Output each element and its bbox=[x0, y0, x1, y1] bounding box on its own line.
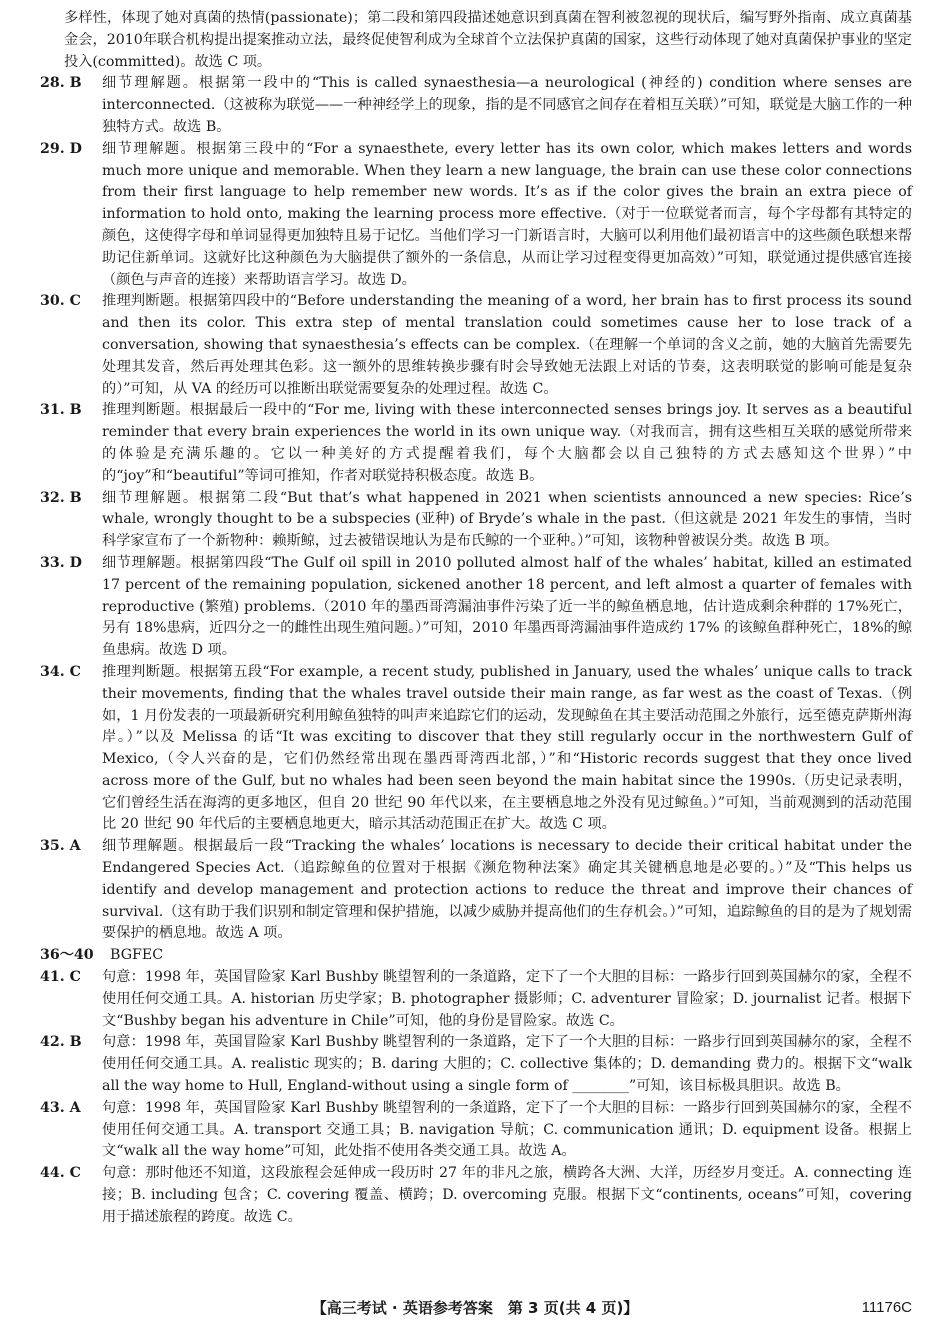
answer-number: 30. C bbox=[40, 293, 81, 310]
answer-text: 句意：那时他还不知道，这段旅程会延伸成一段历时 27 年的非凡之旅，横跨各大洲、大洋，历经岁月变迁。A. connecting 连接；B. including 包含；C. covering 覆盖、横跨；D. overcoming 克服。根据下文“continents, oceans”可知，covering 用于描述旅程的跨度。故选 C。 bbox=[102, 1165, 912, 1225]
answer-item bbox=[40, 1098, 912, 1163]
answer-item bbox=[40, 836, 912, 945]
answer-item bbox=[40, 291, 912, 400]
intro-paragraph: 多样性，体现了她对真菌的热情(passionate)；第二段和第四段描述她意识到真菌在智利被忽视的现状后，编写野外指南、成立真菌基金会，2010年联合机构提出提案推动立法，最终促使智利成为全球首个立法保护真菌的国家，这些行动体现了她对真菌保护事业的坚定投入(committed)。故选 C 项。 bbox=[64, 10, 912, 70]
answer-item bbox=[40, 1163, 912, 1228]
answer-text: 细节理解题。根据第二段“But that’s what happened in 2021 when scientists announced a new species: Rice’s whale, wrongly thought to be a subspecies (亚种) of Bryde’s whale in the past.（但这就是 2021 年发生的事情，当时科学家宣布了一个新物种：赖斯鲸，过去被错误地认为是布氏鲸的一个亚种。）”可知，该物种曾被误分类。故选 B 项。 bbox=[102, 489, 912, 550]
answer-item bbox=[40, 73, 912, 138]
answer-item bbox=[40, 139, 912, 292]
answer-text: 句意：1998 年，英国冒险家 Karl Bushby 眺望智利的一条道路，定下了一个大胆的目标：一路步行回到英国赫尔的家，全程不使用任何交通工具。A. realistic 现实的；B. daring 大胆的；C. collective 集体的；D. demanding 费力的。根据下文“walk all the way home to Hull, England-without using a single form of ________”可知，该目标极具胆识。故选 B。 bbox=[102, 1034, 912, 1095]
answer-number: 35. A bbox=[40, 838, 81, 855]
answer-text: 句意：1998 年，英国冒险家 Karl Bushby 眺望智利的一条道路，定下了一个大胆的目标：一路步行回到英国赫尔的家，全程不使用任何交通工具。A. transport 交通工具；B. navigation 导航；C. communication 通讯；D. equipment 设备。根据上文“walk all the way home”可知，此处指不使用各类交通工具。故选 A。 bbox=[102, 1099, 912, 1160]
answer-item bbox=[40, 553, 912, 662]
answer-item bbox=[40, 1032, 912, 1097]
answer-number: 28. B bbox=[40, 75, 82, 92]
answer-number: 31. B bbox=[40, 402, 82, 419]
answer-number: 29. D bbox=[40, 140, 82, 157]
page-footer bbox=[0, 1296, 950, 1320]
answer-number: 33. D bbox=[40, 554, 82, 571]
answer-item bbox=[40, 400, 912, 487]
answer-item bbox=[40, 662, 912, 836]
answer-page bbox=[40, 8, 912, 1229]
answer-number: 41. C bbox=[40, 969, 81, 986]
answer-number: 36～40 bbox=[40, 947, 94, 964]
answer-text: 推理判断题。根据第四段中的“Before understanding the meaning of a word, her brain has to first process its sound and then its color. This extra step of mental translation could sometimes cause her to lose track of a conversation, showing that synaesthesia’s effects can be complex.（在理解一个单词的含义之前，她的大脑首先需要先处理其发音，然后再处理其色彩。这一额外的思维转换步骤有时会导致她无法跟上对话的节奏，这表明联觉的影响可能是复杂的）”可知，从 VA 的经历可以推断出联觉需要复杂的处理过程。故选 C。 bbox=[102, 293, 912, 397]
answer-item bbox=[40, 945, 912, 967]
footer-title: 【高三考试 · 英语参考答案 第 3 页(共 4 页)】 bbox=[311, 1299, 639, 1317]
answer-text: 推理判断题。根据第五段“For example, a recent study, published in January, used the whales’ unique calls to track their movements, finding that the whales travel outside their main range, as far west as the coast of Texas.（例如，1 月份发表的一项最新研究利用鲸鱼独特的叫声来追踪它们的运动，发现鲸鱼在其主要活动范围之外旅行，远至德克萨斯州海岸。）”以及 Melissa 的话“It was exciting to discover that they still regularly occur in the northwestern Gulf of Mexico,（令人兴奋的是，它们仍然经常出现在墨西哥湾西北部，）”和“Historic records suggest that they once lived across more of the Gulf, but no whales had been seen beyond the main habitat since the 1990s.（历史记录表明，它们曾经生活在海湾的更多地区，但自 20 世纪 90 年代以来，在主要栖息地之外没有见过鲸鱼。）”可知，当前观测到的活动范围比 20 世纪 90 年代后的主要栖息地更大，暗示其活动范围正在扩大。故选 C 项。 bbox=[102, 663, 912, 833]
answer-number: 42. B bbox=[40, 1034, 82, 1051]
answer-item bbox=[40, 488, 912, 553]
answer-number: 34. C bbox=[40, 663, 81, 680]
answer-number: 32. B bbox=[40, 489, 82, 506]
answer-number: 43. A bbox=[40, 1099, 81, 1116]
answer-text: 句意：1998 年，英国冒险家 Karl Bushby 眺望智利的一条道路，定下了一个大胆的目标：一路步行回到英国赫尔的家，全程不使用任何交通工具。A. historian 历史学家；B. photographer 摄影师；C. adventurer 冒险家；D. journalist 记者。根据下文“Bushby began his adventure in Chile”可知，他的身份是冒险家。故选 C。 bbox=[102, 969, 912, 1029]
answer-item bbox=[40, 967, 912, 1032]
answer-text: 细节理解题。根据第一段中的“This is called synaesthesia—a neurological (神经的) condition where senses are interconnected.（这被称为联觉——一种神经学上的现象，指的是不同感官之间存在着相互关联）”可知，联觉是大脑工作的一种独特方式。故选 B。 bbox=[102, 75, 912, 135]
answer-number: 44. C bbox=[40, 1165, 81, 1182]
answer-text: BGFEC bbox=[110, 947, 164, 964]
answer-text: 细节理解题。根据最后一段“Tracking the whales’ locations is necessary to decide their critical habitat under the Endangered Species Act.（追踪鲸鱼的位置对于根据《濒危物种法案》确定其关键栖息地是必要的。）”及“This helps us identify and develop management and protection actions to reduce the threat and improve their chances of survival.（这有助于我们识别和制定管理和保护措施，以减少威胁并提高他们的生存机会。）”可知，追踪鲸鱼的目的是为了规划需要保护的栖息地。故选 A 项。 bbox=[102, 838, 912, 942]
answer-text: 细节理解题。根据第三段中的“For a synaesthete, every letter has its own color, which makes letters and words much more unique and memorable. When they learn a new language, the brain can use these color connections from their first language to help remember new words. It’s as if the color gives the brain an extra piece of information to hold onto, making the learning process more effective.（对于一位联觉者而言，每个字母都有其特定的颜色，这使得字母和单词显得更加独特且易于记忆。当他们学习一门新语言时，大脑可以利用他们最初语言中的这些颜色联想来帮助记住新单词。这就好比这种颜色为大脑提供了额外的一条信息，从而让学习过程变得更加高效）”可知，联觉通过提供感官连接（颜色与声音的连接）来帮助语言学习。故选 D。 bbox=[102, 140, 912, 288]
answer-text: 细节理解题。根据第四段“The Gulf oil spill in 2010 polluted almost half of the whales’ habitat, killed an estimated 17 percent of the remaining population, sickened another 18 percent, and left almost a quarter of females with reproductive (繁殖) problems.（2010 年的墨西哥湾漏油事件污染了近一半的鲸鱼栖息地，估计造成剩余种群的 17%死亡，另有 18%患病，近四分之一的雌性出现生殖问题。）”可知，2010 年墨西哥湾漏油事件造成约 17% 的该鲸鱼群种死亡，18%的鲸鱼患病。故选 D 项。 bbox=[102, 554, 912, 659]
answer-text: 推理判断题。根据最后一段中的“For me, living with these interconnected senses brings joy. It serves as a beautiful reminder that every brain experiences the world in its own unique way.（对我而言，拥有这些相互关联的感觉所带来的体验是充满乐趣的。它以一种美好的方式提醒着我们，每个大脑都会以自己独特的方式去感知这个世界）”中的“joy”和“beautiful”等词可推知，作者对联觉持积极态度。故选 B。 bbox=[102, 402, 912, 484]
footer-code: 11176C bbox=[861, 1299, 912, 1316]
